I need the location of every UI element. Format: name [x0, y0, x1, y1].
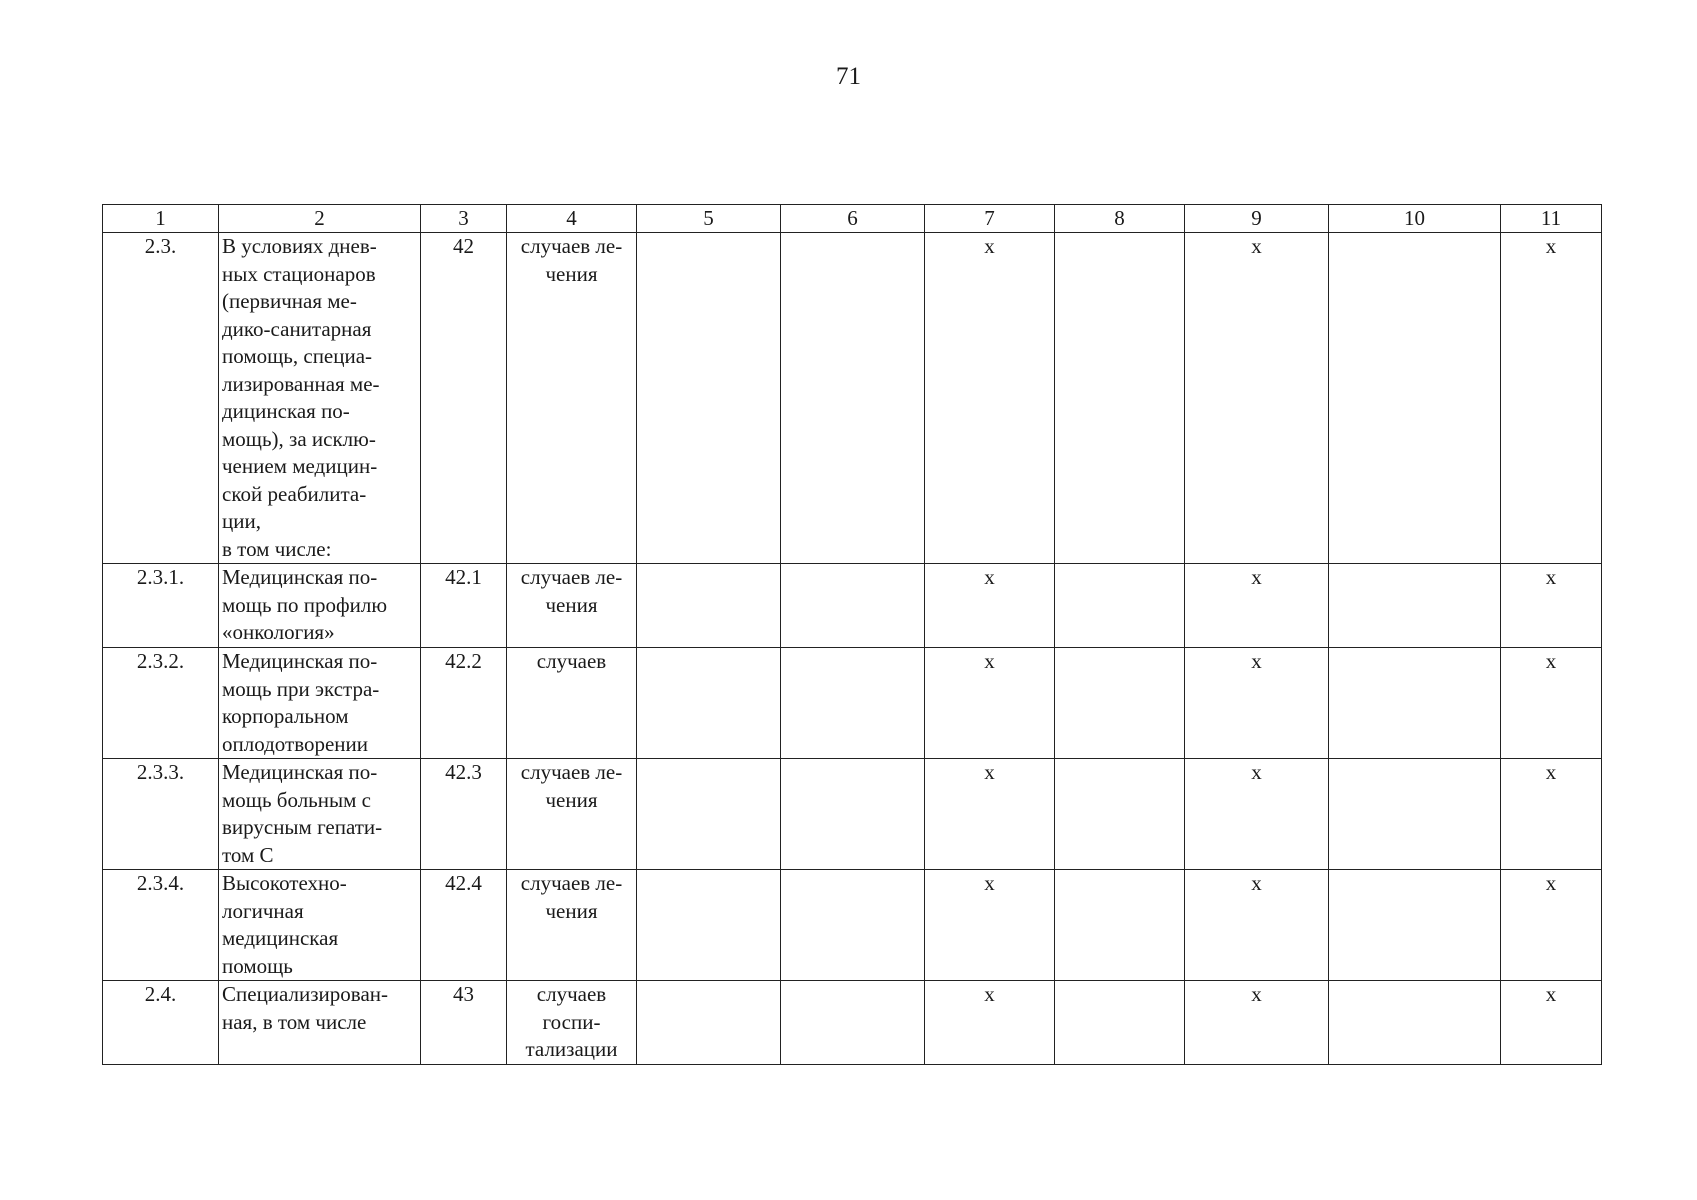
column-header: 2	[219, 205, 421, 233]
row-number-cell: 2.4.	[103, 981, 219, 1065]
row-number-cell: 2.3.1.	[103, 564, 219, 648]
col10-cell	[1329, 564, 1501, 648]
col6-cell	[781, 233, 925, 564]
col10-cell	[1329, 759, 1501, 870]
column-header: 8	[1055, 205, 1185, 233]
col6-cell	[781, 759, 925, 870]
page-number: 71	[836, 63, 861, 90]
row-name-cell: Специализирован- ная, в том числе	[219, 981, 421, 1065]
row-name-cell: Медицинская по- мощь по профилю «онкология»	[219, 564, 421, 648]
row-unit-cell: случаев	[507, 648, 637, 759]
table-row	[103, 648, 1602, 759]
row-number-cell: 2.3.3.	[103, 759, 219, 870]
col5-cell	[637, 759, 781, 870]
table-row	[103, 870, 1602, 981]
col8-cell	[1055, 233, 1185, 564]
row-unit-cell: случаев ле- чения	[507, 759, 637, 870]
col5-cell	[637, 564, 781, 648]
table-row	[103, 233, 1602, 564]
col10-cell	[1329, 981, 1501, 1065]
col11-cell: х	[1501, 648, 1602, 759]
col9-cell: х	[1185, 233, 1329, 564]
col7-cell: х	[925, 233, 1055, 564]
column-header: 4	[507, 205, 637, 233]
col6-cell	[781, 564, 925, 648]
col8-cell	[1055, 648, 1185, 759]
row-number-cell: 2.3.	[103, 233, 219, 564]
row-name-cell: В условиях днев- ных стационаров (первичная ме- дико-санитарная помощь, специа- лизированная ме- дицинская по- мощь), за исклю- чением медицин- ской реабилита- ции, в том числе:	[219, 233, 421, 564]
row-code-cell: 42.3	[421, 759, 507, 870]
row-unit-cell: случаев ле- чения	[507, 564, 637, 648]
table-header-row	[103, 205, 1602, 233]
table-row	[103, 759, 1602, 870]
col10-cell	[1329, 648, 1501, 759]
col7-cell: х	[925, 759, 1055, 870]
row-code-cell: 42.4	[421, 870, 507, 981]
column-header: 6	[781, 205, 925, 233]
col9-cell: х	[1185, 648, 1329, 759]
row-code-cell: 43	[421, 981, 507, 1065]
col9-cell: х	[1185, 870, 1329, 981]
row-code-cell: 42.2	[421, 648, 507, 759]
row-number-cell: 2.3.2.	[103, 648, 219, 759]
row-name-cell: Высокотехно- логичная медицинская помощь	[219, 870, 421, 981]
col8-cell	[1055, 870, 1185, 981]
col9-cell: х	[1185, 981, 1329, 1065]
column-header: 1	[103, 205, 219, 233]
row-unit-cell: случаев госпи- тализации	[507, 981, 637, 1065]
col9-cell: х	[1185, 759, 1329, 870]
col11-cell: х	[1501, 233, 1602, 564]
col7-cell: х	[925, 648, 1055, 759]
col11-cell: х	[1501, 759, 1602, 870]
row-number-cell: 2.3.4.	[103, 870, 219, 981]
row-name-cell: Медицинская по- мощь больным с вирусным гепати- том С	[219, 759, 421, 870]
column-header: 3	[421, 205, 507, 233]
col5-cell	[637, 648, 781, 759]
row-name-cell: Медицинская по- мощь при экстра- корпоральном оплодотворении	[219, 648, 421, 759]
column-header: 10	[1329, 205, 1501, 233]
column-header: 5	[637, 205, 781, 233]
col10-cell	[1329, 233, 1501, 564]
col6-cell	[781, 981, 925, 1065]
col5-cell	[637, 870, 781, 981]
row-code-cell: 42.1	[421, 564, 507, 648]
column-header: 11	[1501, 205, 1602, 233]
col6-cell	[781, 870, 925, 981]
col7-cell: х	[925, 870, 1055, 981]
col11-cell: х	[1501, 564, 1602, 648]
row-code-cell: 42	[421, 233, 507, 564]
table-row	[103, 564, 1602, 648]
col10-cell	[1329, 870, 1501, 981]
col5-cell	[637, 233, 781, 564]
col8-cell	[1055, 759, 1185, 870]
col6-cell	[781, 648, 925, 759]
table-row	[103, 981, 1602, 1065]
col11-cell: х	[1501, 870, 1602, 981]
col7-cell: х	[925, 564, 1055, 648]
col8-cell	[1055, 564, 1185, 648]
col9-cell: х	[1185, 564, 1329, 648]
data-table	[102, 204, 1602, 1065]
col7-cell: х	[925, 981, 1055, 1065]
row-unit-cell: случаев ле- чения	[507, 870, 637, 981]
row-unit-cell: случаев ле- чения	[507, 233, 637, 564]
col8-cell	[1055, 981, 1185, 1065]
col11-cell: х	[1501, 981, 1602, 1065]
column-header: 7	[925, 205, 1055, 233]
column-header: 9	[1185, 205, 1329, 233]
col5-cell	[637, 981, 781, 1065]
